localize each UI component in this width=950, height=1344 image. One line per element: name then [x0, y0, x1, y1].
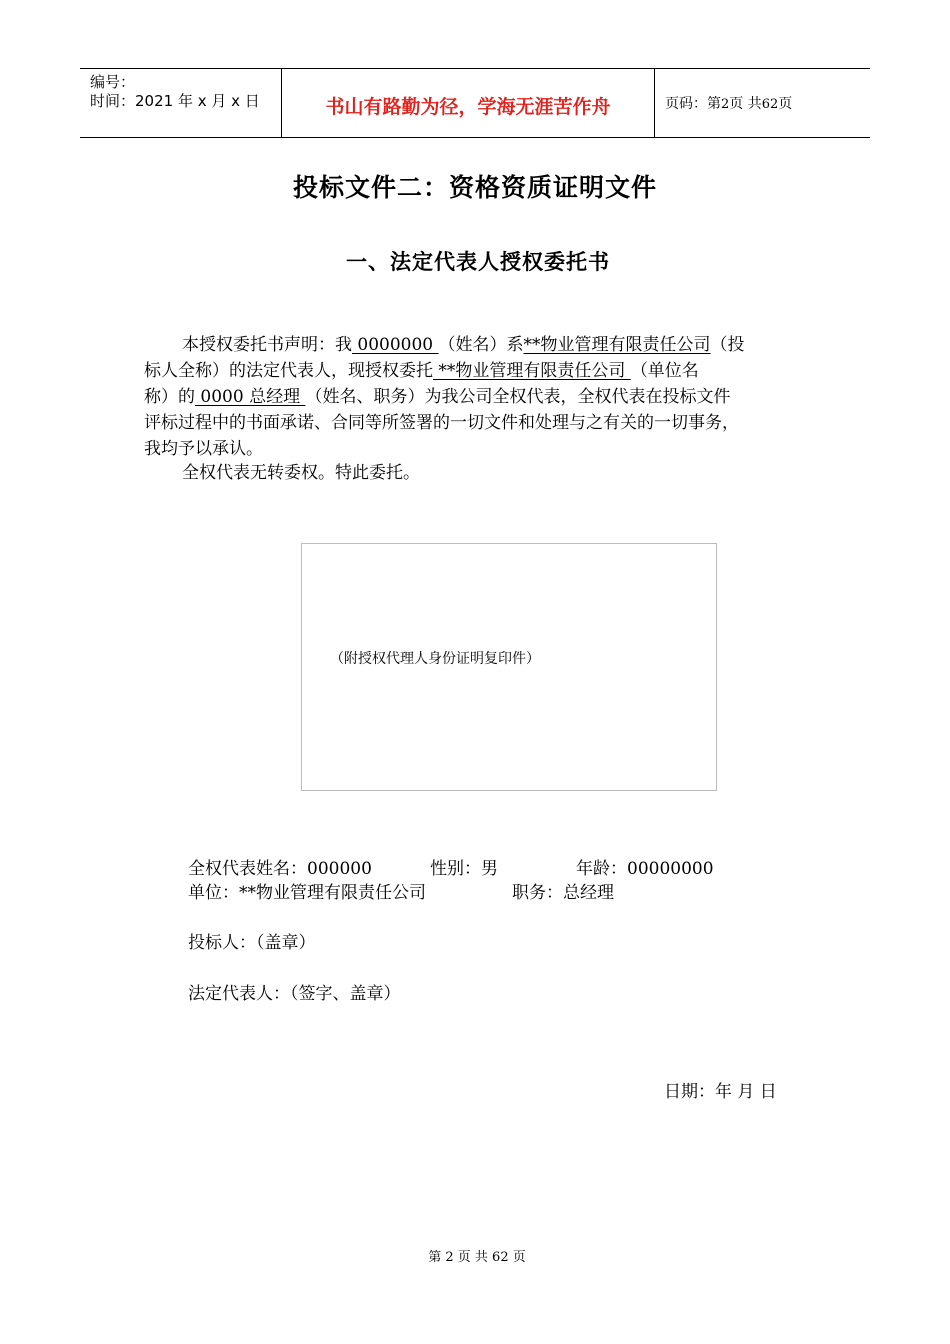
- document-time-label: 时间：2021 年 x 月 x 日: [90, 92, 260, 110]
- bidder-name-field: **物业管理有限责任公司: [523, 335, 711, 355]
- body-line-2: [144, 358, 824, 384]
- bidder-seal-label: 投标人：（盖章）: [188, 933, 316, 953]
- body-line-4: 评标过程中的书面承诺、合同等所签署的一切文件和处理与之有关的一切事务，: [144, 413, 739, 433]
- legal-rep-signature-label: 法定代表人：（签字、盖章）: [188, 984, 401, 1004]
- body-line-1: [144, 332, 862, 358]
- rep-age: 年龄：00000000: [576, 859, 714, 879]
- id-copy-placeholder-box: [301, 543, 717, 791]
- page-suffix: 页: [778, 96, 793, 112]
- rep-name: 全权代表姓名：000000: [188, 859, 372, 879]
- page-total: 62: [761, 97, 779, 112]
- id-copy-caption: （附授权代理人身份证明复印件）: [330, 651, 540, 667]
- unit-name-field: **物业管理有限责任公司: [433, 361, 631, 381]
- text: 标人全称）的法定代表人，现授权委托: [144, 361, 433, 381]
- header-meta-cell: [80, 69, 282, 137]
- text: （姓名）系: [438, 335, 524, 355]
- rep-gender: 性别：男: [430, 859, 498, 879]
- header-motto: 书山有路勤为径，学海无涯苦作舟: [325, 95, 611, 118]
- rep-position: 职务：总经理: [512, 883, 614, 903]
- text: （单位名: [630, 361, 699, 381]
- header-motto-cell: [282, 69, 655, 137]
- body-line-3: [144, 384, 824, 410]
- document-header: [80, 68, 870, 138]
- header-page-info: [655, 93, 792, 113]
- rep-unit: 单位：**物业管理有限责任公司: [188, 883, 426, 903]
- text: 称）的: [144, 387, 195, 407]
- body-line-6: 全权代表无转委权。特此委托。: [182, 463, 420, 483]
- principal-name-field: 0000000: [352, 335, 439, 355]
- text: （姓名、职务）为我公司全权代表，全权代表在投标文件: [305, 387, 731, 407]
- header-page-cell: [655, 69, 870, 137]
- page-mid: 页 共: [729, 96, 762, 112]
- body-line-5: 我均予以承认。: [144, 439, 263, 459]
- date-label: 日期：年 月 日: [664, 1082, 777, 1102]
- text: 本授权委托书声明：我: [182, 335, 352, 355]
- document-code-label: 编号：: [90, 73, 136, 91]
- document-title: 投标文件二：资格资质证明文件: [292, 173, 657, 202]
- section-title: 一、法定代表人授权委托书: [346, 250, 610, 274]
- page-number: 2: [721, 97, 730, 112]
- agent-name-position-field: 0000 总经理: [195, 387, 306, 407]
- page-footer: 第 2 页 共 62 页: [428, 1250, 526, 1265]
- text: （投: [710, 335, 745, 355]
- page-prefix: 页码：第: [665, 96, 721, 112]
